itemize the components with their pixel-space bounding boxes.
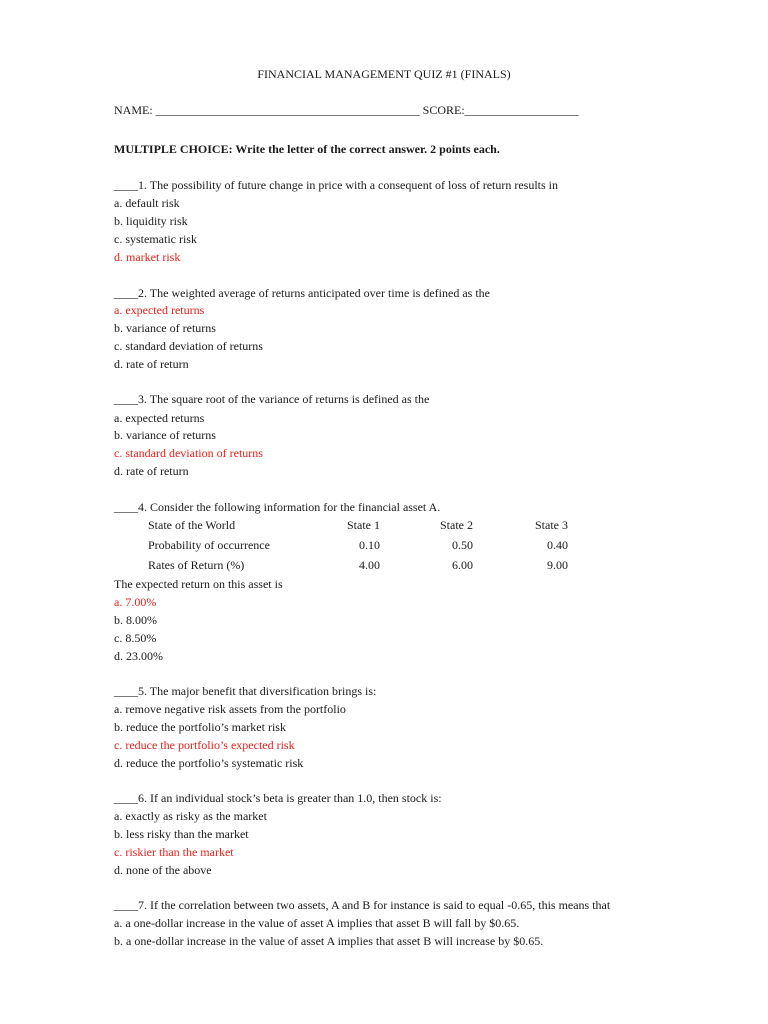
- question-3-option-d: d. rate of return: [114, 464, 189, 478]
- question-1-option-b: b. liquidity risk: [114, 214, 188, 228]
- question-3-option-b: b. variance of returns: [114, 428, 216, 442]
- name-score-line: NAME: ____________________________________________ SCORE:___________________: [114, 103, 579, 117]
- question-5-option-b: b. reduce the portfolio’s market risk: [114, 720, 286, 734]
- instructions: MULTIPLE CHOICE: Write the letter of the correct answer. 2 points each.: [114, 142, 500, 156]
- question-3-option-a: a. expected returns: [114, 411, 205, 425]
- question-7-stem: ____7. If the correlation between two assets, A and B for instance is said to equal -0.65, this means that: [114, 898, 611, 912]
- question-6-option-d: d. none of the above: [114, 863, 212, 877]
- table-row-probability-label: Probability of occurrence: [148, 538, 270, 552]
- question-5-option-c-answer: c. reduce the portfolio’s expected risk: [114, 738, 295, 752]
- question-1-stem: ____1. The possibility of future change in price with a consequent of loss of return results in: [114, 178, 559, 192]
- question-2-option-b: b. variance of returns: [114, 321, 216, 335]
- question-2-option-c: c. standard deviation of returns: [114, 339, 263, 353]
- question-7-option-a: a. a one-dollar increase in the value of asset A implies that asset B will fall by $0.65.: [114, 916, 520, 930]
- question-2-option-a-answer: a. expected returns: [114, 303, 205, 317]
- quiz-title: FINANCIAL MANAGEMENT QUIZ #1 (FINALS): [257, 67, 511, 81]
- table-cell: 0.40: [547, 538, 568, 552]
- table-cell: 6.00: [452, 558, 473, 572]
- table-header-state-1: State 1: [347, 518, 380, 532]
- table-cell: 0.50: [452, 538, 473, 552]
- table-row-return-label: Rates of Return (%): [148, 558, 245, 572]
- question-4-option-b: b. 8.00%: [114, 613, 157, 627]
- question-6-stem: ____6. If an individual stock’s beta is greater than 1.0, then stock is:: [114, 791, 442, 805]
- question-5-stem: ____5. The major benefit that diversification brings is:: [114, 684, 377, 698]
- question-1-option-a: a. default risk: [114, 196, 180, 210]
- question-3-option-c-answer: c. standard deviation of returns: [114, 446, 263, 460]
- question-6-option-b: b. less risky than the market: [114, 827, 249, 841]
- question-7-option-b: b. a one-dollar increase in the value of asset A implies that asset B will increase by $0.65.: [114, 934, 544, 948]
- question-5-option-d: d. reduce the portfolio’s systematic risk: [114, 756, 304, 770]
- question-6-option-a: a. exactly as risky as the market: [114, 809, 267, 823]
- question-2-stem: ____2. The weighted average of returns anticipated over time is defined as the: [114, 286, 490, 300]
- table-cell: 9.00: [547, 558, 568, 572]
- question-4-option-d: d. 23.00%: [114, 649, 163, 663]
- question-4-prompt: The expected return on this asset is: [114, 577, 283, 591]
- question-1-option-c: c. systematic risk: [114, 232, 197, 246]
- question-4-option-a-answer: a. 7.00%: [114, 595, 157, 609]
- question-2-option-d: d. rate of return: [114, 357, 189, 371]
- table-cell: 0.10: [359, 538, 380, 552]
- table-header-state: State of the World: [148, 518, 236, 532]
- question-5-option-a: a. remove negative risk assets from the portfolio: [114, 702, 346, 716]
- table-header-state-2: State 2: [440, 518, 473, 532]
- table-header-state-3: State 3: [535, 518, 568, 532]
- question-4-stem: ____4. Consider the following information for the financial asset A.: [114, 500, 441, 514]
- question-6-option-c-answer: c. riskier than the market: [114, 845, 234, 859]
- question-1-option-d-answer: d. market risk: [114, 250, 181, 264]
- table-cell: 4.00: [359, 558, 380, 572]
- question-3-stem: ____3. The square root of the variance of returns is defined as the: [114, 392, 430, 406]
- question-4-option-c: c. 8.50%: [114, 631, 157, 645]
